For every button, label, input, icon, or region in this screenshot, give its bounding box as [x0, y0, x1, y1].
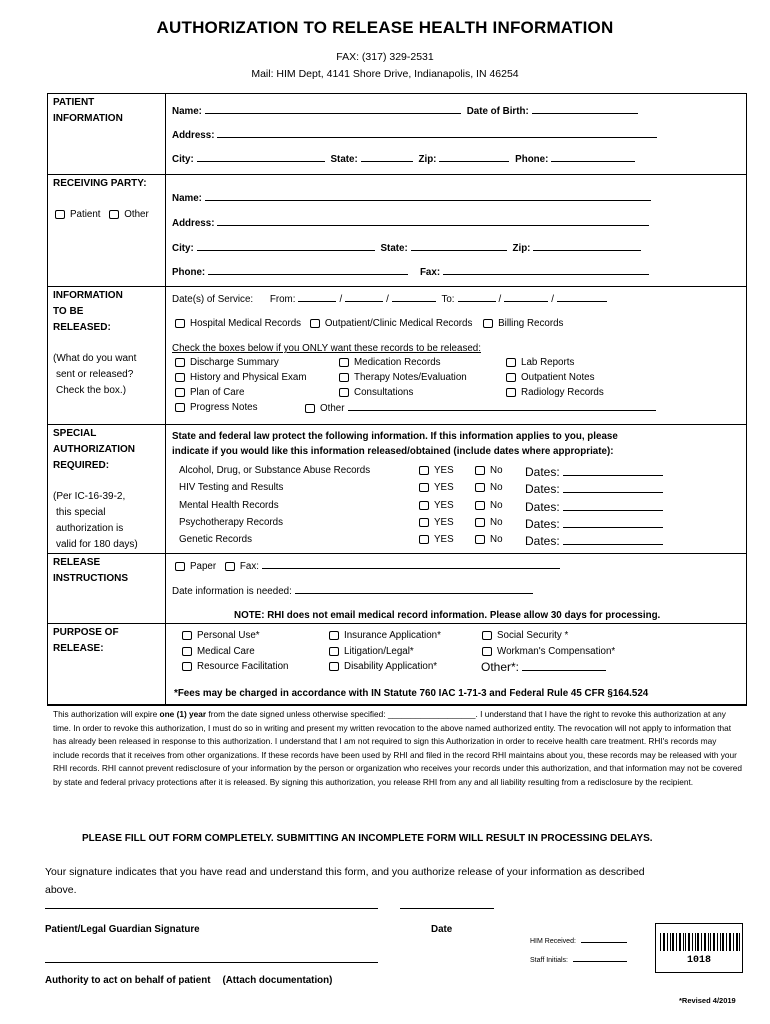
special-intro-1: State and federal law protect the following information. If this information applies to you, please [172, 431, 618, 442]
info-released-label: INFORMATION TO BE RELEASED: [53, 290, 123, 333]
litigation-option[interactable]: Litigation/Legal* [329, 646, 414, 657]
insurance-option[interactable]: Insurance Application* [329, 630, 441, 641]
medication-records-option[interactable]: Medication Records [339, 357, 441, 368]
revision-date: *Revised 4/2019 [679, 996, 736, 1005]
yes-option[interactable]: YES [419, 517, 454, 528]
fax-number: FAX: (317) 329-2531 [336, 51, 434, 63]
fees-note: *Fees may be charged in accordance with IN Statute 760 IAC 1-71-3 and Federal Rule 45 CFR §164.524 [174, 688, 649, 699]
authority-label: Authority to act on behalf of patient (Attach documentation) [45, 975, 333, 986]
no-option[interactable]: No [475, 465, 503, 476]
medical-care-option[interactable]: Medical Care [182, 646, 255, 657]
special-intro-2: indicate if you would like this information released/obtained (include dates where appropriate): [172, 446, 614, 457]
patient-address-row[interactable]: Address: [172, 129, 660, 141]
divider [47, 623, 747, 624]
outpatient-records-checkbox[interactable] [310, 319, 320, 328]
date-needed-row[interactable]: Date information is needed: [172, 585, 536, 597]
yes-option[interactable]: YES [419, 500, 454, 511]
divider [47, 286, 747, 287]
radiology-records-option[interactable]: Radiology Records [506, 387, 604, 398]
yes-option[interactable]: YES [419, 534, 454, 545]
staff-initials-field[interactable]: Staff Initials: [530, 956, 630, 964]
divider [47, 705, 747, 706]
yes-option[interactable]: YES [419, 465, 454, 476]
resource-facilitation-option[interactable]: Resource Facilitation [182, 661, 288, 672]
signature-statement-1: Your signature indicates that you have read and understand this form, and you authorize release of your information as described [45, 866, 645, 878]
dates-field[interactable]: Dates: [525, 515, 666, 531]
receiving-address-row[interactable]: Address: [172, 217, 652, 229]
column-divider [165, 93, 166, 705]
dates-field[interactable]: Dates: [525, 498, 666, 514]
no-option[interactable]: No [475, 482, 503, 493]
only-want-instruction: Check the boxes below if you ONLY want these records to be released: [172, 343, 481, 354]
divider [47, 174, 747, 175]
hospital-records-checkbox[interactable] [175, 319, 185, 328]
receiving-type-options[interactable]: Patient Other [55, 209, 149, 220]
patient-signature-label: Patient/Legal Guardian Signature [45, 924, 200, 935]
authority-signature-line[interactable] [45, 962, 378, 963]
discharge-summary-option[interactable]: Discharge Summary [175, 357, 279, 368]
dates-field[interactable]: Dates: [525, 480, 666, 496]
barcode-box [655, 923, 743, 973]
him-received-field[interactable]: HIM Received: [530, 937, 630, 945]
barcode-icon [660, 933, 740, 951]
divider [47, 424, 747, 425]
patient-section-label: PATIENT INFORMATION [53, 97, 123, 124]
plan-of-care-option[interactable]: Plan of Care [175, 387, 244, 398]
progress-notes-option[interactable]: Progress Notes [175, 402, 258, 413]
personal-use-option[interactable]: Personal Use* [182, 630, 260, 641]
billing-records-checkbox[interactable] [483, 319, 493, 328]
other-records-option[interactable]: Other [305, 402, 659, 414]
special-auth-label: SPECIAL AUTHORIZATION REQUIRED: [53, 428, 136, 471]
therapy-notes-option[interactable]: Therapy Notes/Evaluation [339, 372, 467, 383]
purpose-label: PURPOSE OF RELEASE: [53, 627, 119, 654]
receiving-name-row[interactable]: Name: [172, 192, 654, 204]
fax-checkbox[interactable] [225, 562, 235, 571]
special-row-label: Genetic Records [179, 534, 252, 546]
lab-reports-option[interactable]: Lab Reports [506, 357, 574, 368]
no-option[interactable]: No [475, 500, 503, 511]
special-row-label: Psychotherapy Records [179, 516, 284, 528]
other-checkbox[interactable] [109, 210, 119, 219]
date-line[interactable] [400, 908, 494, 909]
workmans-comp-option[interactable]: Workman's Compensation* [482, 646, 615, 657]
dates-field[interactable]: Dates: [525, 463, 666, 479]
patient-signature-line[interactable] [45, 908, 378, 909]
paper-checkbox[interactable] [175, 562, 185, 571]
receiving-city-row[interactable]: City: State: Zip: [172, 242, 644, 254]
records-type-row[interactable]: Hospital Medical Records Outpatient/Clinic Medical Records Billing Records [175, 318, 563, 329]
special-row-label: HIV Testing and Results [179, 482, 284, 494]
mail-address: Mail: HIM Dept, 4141 Shore Drive, Indianapolis, IN 46254 [251, 68, 519, 80]
history-physical-option[interactable]: History and Physical Exam [175, 372, 307, 383]
no-option[interactable]: No [475, 534, 503, 545]
divider [47, 553, 747, 554]
no-option[interactable]: No [475, 517, 503, 528]
receiving-phone-row[interactable]: Phone: Fax: [172, 266, 652, 278]
dates-field[interactable]: Dates: [525, 532, 666, 548]
patient-city-row[interactable]: City: State: Zip: Phone: [172, 153, 638, 165]
consultations-option[interactable]: Consultations [339, 387, 413, 398]
outpatient-notes-option[interactable]: Outpatient Notes [506, 372, 595, 383]
release-method-row[interactable]: Paper Fax: [175, 560, 563, 572]
special-auth-help: (Per IC-16-39-2, this special authorization is valid for 180 days) [53, 491, 138, 550]
patient-checkbox[interactable] [55, 210, 65, 219]
other-purpose-field[interactable]: Other*: [481, 660, 609, 674]
info-released-help: (What do you want sent or released? Check the box.) [53, 353, 137, 396]
release-instructions-label: RELEASE INSTRUCTIONS [53, 557, 128, 584]
incomplete-warning: PLEASE FILL OUT FORM COMPLETELY. SUBMITTING AN INCOMPLETE FORM WILL RESULT IN PROCESSING DELAYS. [82, 833, 653, 844]
dates-of-service-row[interactable]: Date(s) of Service: From: / / To: / / [172, 293, 610, 305]
authorization-terms: This authorization will expire one (1) year from the date signed unless otherwise specified: ___________________. I understand that I have the right to revoke this authorization at any time. In order to revoke this authorization, I must do so in writing and present my written revocation to the above named authorized entity. The revocation will not apply to information that has already been released in response to this authorization. I understand that I am not required to sign this Authorization in order to receive health care treatment. RHI's records may include records that it receives from other organizations. If these records have been used by RHI and filed in the record RHI maintains about you, these records may be released with your RHI records. RHI cannot prevent redisclosure of your information by the person or organization who receives your records under this authorization, and that information may not be covered by state and federal privacy protections after it is released. By signing this authorization, you release RHI from any and all liability resulting from a redisclosure by the recipient. [53, 709, 742, 787]
form-title: AUTHORIZATION TO RELEASE HEALTH INFORMATION [156, 18, 614, 37]
receiving-section-label: RECEIVING PARTY: [53, 178, 147, 189]
email-note: NOTE: RHI does not email medical record information. Please allow 30 days for processing. [234, 610, 661, 621]
yes-option[interactable]: YES [419, 482, 454, 493]
social-security-option[interactable]: Social Security * [482, 630, 568, 641]
barcode-number: 1018 [686, 955, 711, 966]
special-row-label: Mental Health Records [179, 499, 279, 511]
disability-option[interactable]: Disability Application* [329, 661, 437, 672]
date-label: Date [431, 924, 453, 935]
special-row-label: Alcohol, Drug, or Substance Abuse Records [179, 465, 371, 476]
signature-statement-2: above. [45, 884, 77, 896]
patient-name-row[interactable]: Name: Date of Birth: [172, 105, 641, 117]
